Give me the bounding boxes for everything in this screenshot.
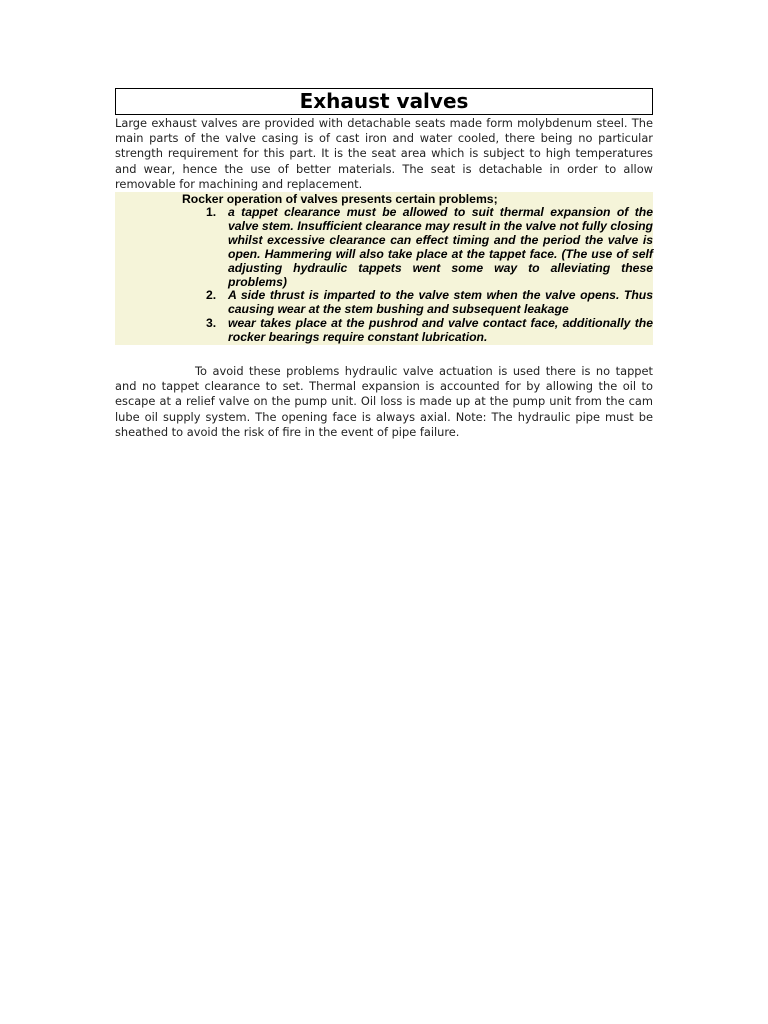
hydraulic-paragraph: To avoid these problems hydraulic valve actuation is used there is no tappet and no tappet clearance to set. Thermal expansion is accounted for by allowing the oil to escape at a relief valve on the pump unit. Oil loss is made up at the pump unit from the cam lube oil supply system. The opening face is always axial. Note: The hydraulic pipe must be sheathed to avoid the risk of fire in the event of pipe failure. bbox=[115, 364, 653, 439]
title-box bbox=[115, 88, 653, 115]
list-item bbox=[205, 317, 653, 345]
list-item-text: wear takes place at the pushrod and valve contact face, additionally the rocker bearings require constant lubrication. bbox=[228, 316, 653, 345]
list-item-number: 2. bbox=[206, 288, 217, 303]
list-item-number: 3. bbox=[206, 316, 217, 331]
problem-list bbox=[205, 206, 653, 345]
list-item bbox=[205, 289, 653, 317]
list-item bbox=[205, 206, 653, 289]
intro-paragraph: Large exhaust valves are provided with detachable seats made form molybdenum steel. The main parts of the valve casing is of cast iron and water cooled, there being no particular strength requirement for this part. It is the seat area which is subject to high temperatures and wear, hence the use of better materials. The seat is detachable in order to allow removable for machining and replacement. bbox=[115, 116, 653, 191]
list-item-text: a tappet clearance must be allowed to suit thermal expansion of the valve stem. Insufficient clearance may result in the valve not fully closing whilst excessive clearance can effect timing and the period the valve is open. Hammering will also take place at the tappet face. (The use of self adjusting hydraulic tappets went some way to alleviating these problems) bbox=[228, 205, 653, 289]
page-title: Exhaust valves bbox=[299, 89, 469, 113]
document-page bbox=[115, 88, 653, 440]
list-item-number: 1. bbox=[206, 205, 217, 220]
rocker-problems-section bbox=[115, 192, 653, 345]
rocker-heading: Rocker operation of valves presents certain problems; bbox=[182, 192, 498, 207]
list-item-text: A side thrust is imparted to the valve stem when the valve opens. Thus causing wear at the stem bushing and subsequent leakage bbox=[228, 288, 653, 317]
